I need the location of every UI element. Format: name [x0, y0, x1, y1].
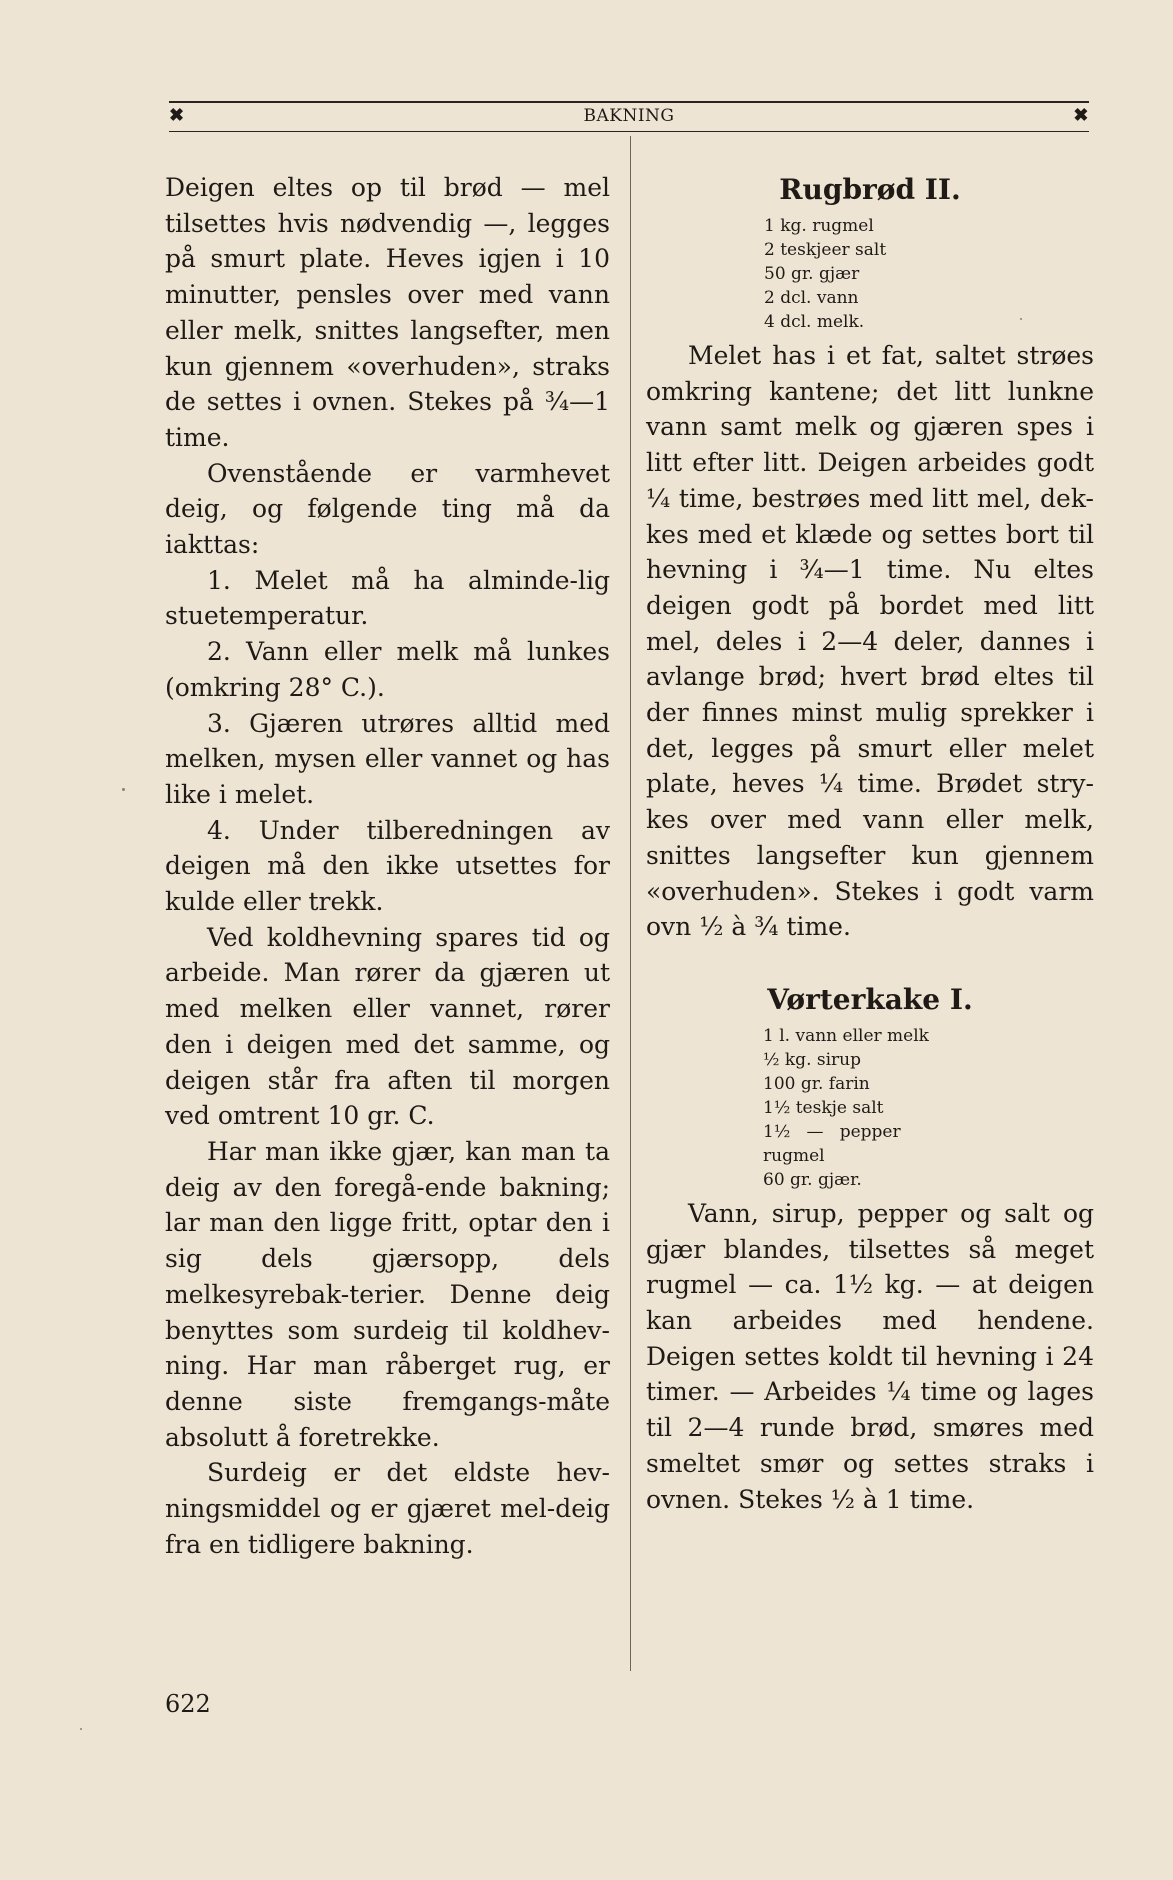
paragraph-cold-raising: Ved koldhevning spares tid og arbeide. Man rører da gjæren ut med melken eller vannet, rører den i deigen med det samme, og deigen står fra aften til morgen ved omtrent 10 gr. C. — [165, 922, 610, 1131]
method-vorterkake: Vann, sirup, pepper og salt og gjær blandes, tilsettes så meget rugmel — ca. 1½ kg. — at deigen kan arbeides med hendene. Deigen settes koldt til hevning i 24 timer. — Arbeides ¼ time og lages til 2—4 runde brød, smøres med smeltet smør og settes straks i ovnen. Stekes ½ à 1 time. — [646, 1198, 1094, 1514]
paragraph-continued: Deigen eltes op til brød — mel tilsettes hvis nødvendig —, legges på smurt plate. Heves igjen i 10 minutter, pensles over med vann eller melk, snittes langsefter, men kun gjennem «overhuden», straks de settes i ovnen. Stekes på ¾—1 time. — [165, 173, 610, 452]
right-column — [646, 170, 1094, 1517]
recipe-title-vorterkake: Vørterkake I. — [767, 982, 973, 1016]
header-bottom-rule — [169, 131, 1089, 132]
method-rugbrod: Melet has i et fat, saltet strøes omkring kantene; det litt lunkne vann samt melk og gjæren spes i litt efter litt. Deigen arbeides godt ¼ time, bestrøes med litt mel, dek-kes med et klæde og settes bort til hevning i ¾—1 time. Nu eltes deigen godt på bordet med litt mel, deles i 2—4 deler, dannes i avlange brød; hvert brød eltes til der finnes minst mulig sprekker i det, legges på smurt eller melet plate, heves ¼ time. Brødet stry-kes over med vann eller melk, snittes langsefter kun gjennem «overhuden». Stekes i godt varm ovn ½ à ¾ time. — [646, 341, 1094, 942]
rule-item-3: 3. Gjæren utrøres alltid med melken, mysen eller vannet og has like i melet. — [165, 708, 610, 809]
section-spacer — [646, 945, 1094, 980]
header-title: BAKNING — [583, 106, 675, 126]
paper-speck — [122, 788, 125, 791]
rule-item-2: 2. Vann eller melk må lunkes (omkring 28° C.). — [165, 637, 610, 702]
running-header — [169, 106, 1089, 130]
ingredient-list-rugbrod — [764, 214, 1094, 334]
ingredient-list-vorterkake — [763, 1024, 1094, 1192]
left-column — [165, 170, 610, 1562]
ingredient-line: 1½ teskje salt — [763, 1097, 884, 1118]
ingredient-line: 2 dcl. vann — [764, 288, 859, 308]
paragraph-sourdough-origin: Surdeig er det eldste hev-ningsmiddel og er gjæret mel-deig fra en tidligere bakning. — [165, 1458, 610, 1559]
header-right-ornament: ✖ — [1073, 105, 1089, 126]
paper-speck — [1020, 318, 1022, 320]
ingredient-line: rugmel — [763, 1145, 825, 1166]
paragraph-sourdough: Har man ikke gjær, kan man ta deig av den foregå-ende bakning; lar man den ligge fritt, optar den i sig dels gjærsopp, dels melkesyrebak-terier. Denne deig benyttes som surdeig til koldhev-ning. Har man råberget rug, er denne siste fremgangs-måte absolutt å foretrekke. — [165, 1136, 610, 1452]
ingredient-line: 2 teskjeer salt — [764, 240, 887, 260]
ingredient-line: 4 dcl. melk. — [764, 312, 865, 332]
paper-speck — [80, 1728, 82, 1730]
ingredient-line: 1½ — pepper — [763, 1121, 901, 1142]
rule-item-1: 1. Melet må ha alminde-lig stuetemperatur. — [165, 565, 610, 631]
column-divider — [630, 136, 631, 1671]
recipe-title-rugbrod: Rugbrød II. — [779, 173, 961, 206]
ingredient-line: 1 kg. rugmel — [764, 216, 874, 236]
ingredient-line: 50 gr. gjær — [764, 264, 860, 284]
rule-item-4: 4. Under tilberedningen av deigen må den ikke utsettes for kulde eller trekk. — [165, 815, 610, 917]
paragraph-warm-raised: Ovenstående er varmhevet deig, og følgende ting må da iakttas: — [165, 458, 610, 560]
ingredient-line: 100 gr. farin — [763, 1073, 870, 1094]
ingredient-line: 60 gr. gjær. — [763, 1169, 862, 1190]
page-number: 622 — [165, 1690, 211, 1718]
ingredient-line: 1 l. vann eller melk — [763, 1025, 929, 1046]
ingredient-line: ½ kg. sirup — [763, 1049, 861, 1070]
header-top-rule — [169, 101, 1089, 103]
header-left-ornament: ✖ — [169, 105, 185, 126]
